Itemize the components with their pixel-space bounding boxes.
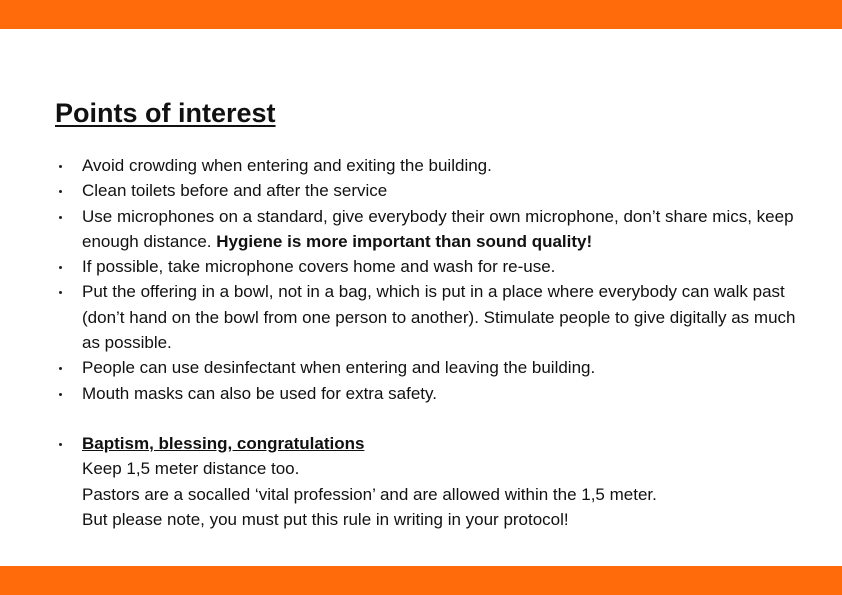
baptism-line: Keep 1,5 meter distance too.: [82, 459, 300, 479]
bullet-icon: [59, 190, 62, 193]
page-title: Points of interest: [55, 98, 276, 128]
bullet-icon: [59, 216, 62, 219]
list-item: If possible, take microphone covers home and wash for re-use.: [55, 254, 815, 279]
top-accent-bar: [0, 0, 842, 29]
list-item: Clean toilets before and after the service: [55, 178, 815, 203]
bullet-icon: [59, 443, 62, 446]
list-item: Avoid crowding when entering and exiting the building.: [55, 153, 815, 178]
emphasis-text: Hygiene is more important than sound quality!: [216, 231, 593, 251]
list-item: People can use desinfectant when entering and leaving the building.: [55, 355, 815, 380]
list-item: Put the offering in a bowl, not in a bag, which is put in a place where everybody can walk past (don’t hand on the bowl from one person to another). Stimulate people to give digitally as much as possible.: [55, 279, 815, 355]
bullet-icon: [59, 266, 62, 269]
list-item: Mouth masks can also be used for extra safety.: [55, 381, 815, 406]
baptism-line: But please note, you must put this rule in writing in your protocol!: [82, 509, 569, 529]
baptism-heading: Baptism, blessing, congratulations: [82, 433, 365, 453]
baptism-line: Pastors are a socalled ‘vital profession’ and are allowed within the 1,5 meter.: [82, 484, 657, 504]
points-list: [55, 153, 815, 532]
baptism-item: [55, 431, 815, 532]
bullet-icon: [59, 165, 62, 168]
bottom-accent-bar: [0, 566, 842, 595]
bullet-icon: [59, 367, 62, 370]
list-item: Use microphones on a standard, give everybody their own microphone, don’t share mics, keep enough distance. Hygiene is more important than sound quality!: [55, 204, 815, 255]
bullet-icon: [59, 393, 62, 396]
bullet-icon: [59, 291, 62, 294]
